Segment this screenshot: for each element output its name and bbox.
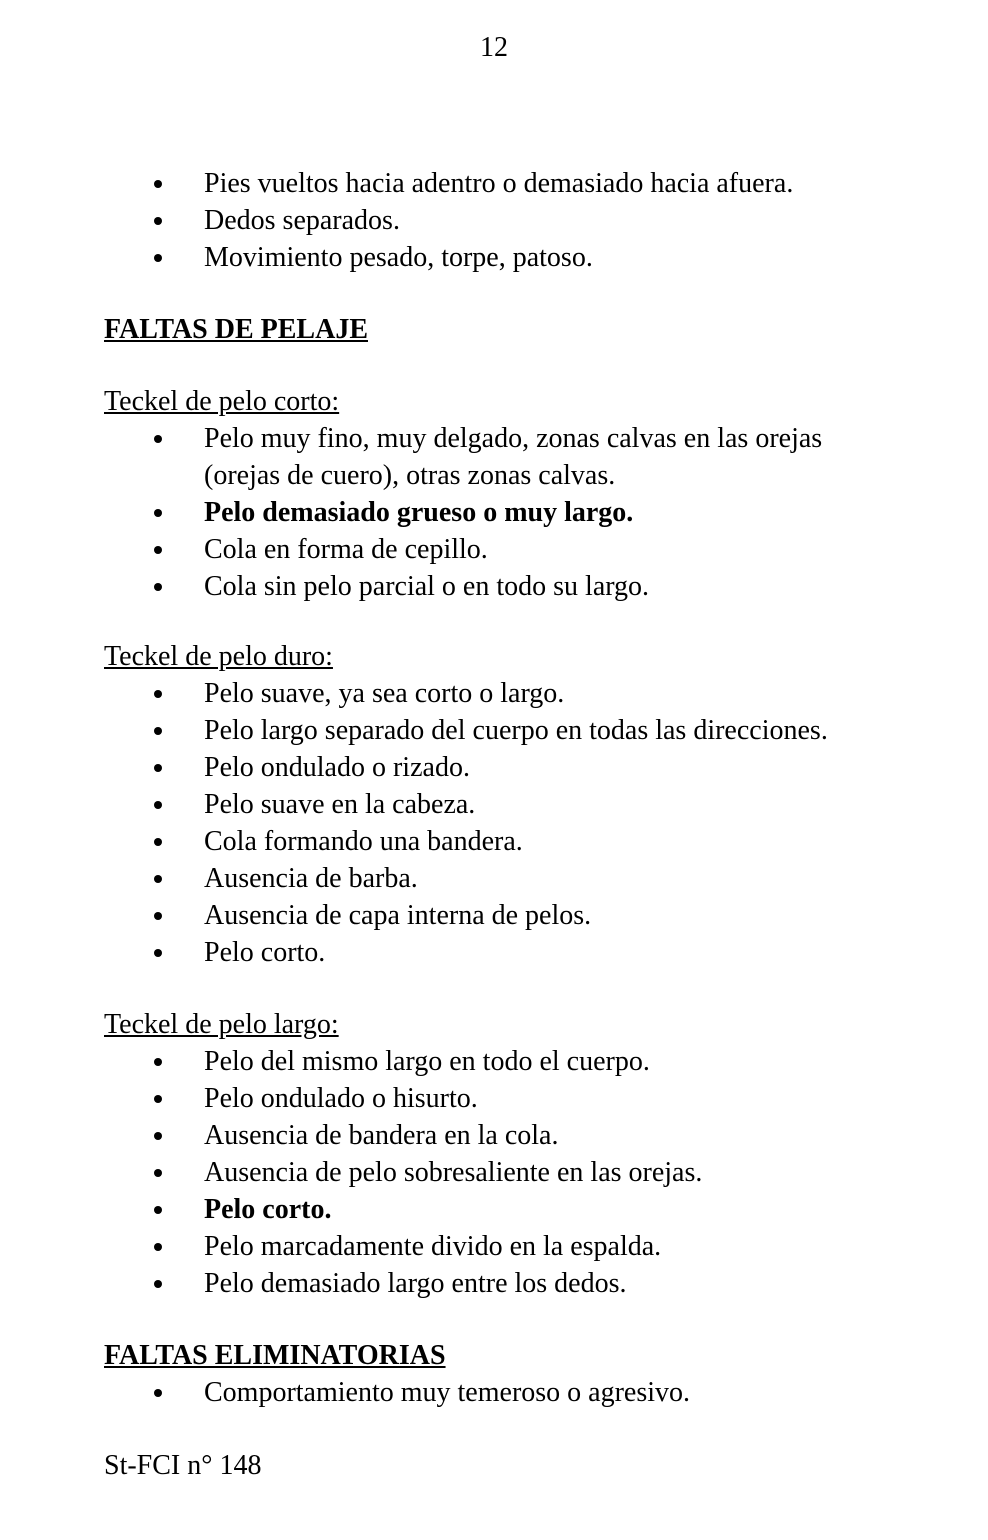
list-item — [104, 1043, 904, 1080]
list-item-text: Pelo suave en la cabeza. — [204, 789, 476, 820]
list-item-text: Comportamiento muy temeroso o agresivo. — [204, 1377, 691, 1408]
page-content — [104, 165, 904, 1411]
list-item — [104, 1265, 904, 1302]
bullet-icon — [154, 546, 162, 554]
bullet-icon — [154, 1206, 162, 1214]
list-item — [104, 823, 904, 860]
list-item — [104, 1154, 904, 1191]
list-item-text: Pies vueltos hacia adentro o demasiado hacia afuera. — [204, 168, 794, 199]
short-hair-list — [104, 420, 904, 605]
bullet-icon — [154, 1280, 162, 1288]
footer-standard-reference: St-FCI n° 148 — [104, 1450, 262, 1481]
list-item — [104, 786, 904, 823]
bullet-icon — [154, 583, 162, 591]
list-item-text: Ausencia de pelo sobresaliente en las orejas. — [204, 1157, 703, 1188]
intro-list — [104, 165, 904, 276]
list-item-text: Cola en forma de cepillo. — [204, 534, 488, 565]
section-heading-disqualifying-faults: FALTAS ELIMINATORIAS — [104, 1340, 446, 1371]
list-item — [104, 202, 904, 239]
bullet-icon — [154, 1243, 162, 1251]
bullet-icon — [154, 1389, 162, 1397]
wire-hair-list — [104, 675, 904, 971]
list-item — [104, 494, 904, 531]
list-item — [104, 1228, 904, 1265]
list-item-text: Movimiento pesado, torpe, patoso. — [204, 242, 593, 273]
bullet-icon — [154, 1095, 162, 1103]
list-item — [104, 934, 904, 971]
bullet-icon — [154, 180, 162, 188]
bullet-icon — [154, 1058, 162, 1066]
list-item-text: Pelo ondulado o rizado. — [204, 752, 470, 783]
list-item — [104, 531, 904, 568]
bullet-icon — [154, 690, 162, 698]
list-item — [104, 1191, 904, 1228]
bullet-icon — [154, 801, 162, 809]
list-item-text: Pelo ondulado o hisurto. — [204, 1083, 478, 1114]
list-item — [104, 749, 904, 786]
list-item — [104, 239, 904, 276]
list-item-text: Cola sin pelo parcial o en todo su largo. — [204, 571, 650, 602]
bullet-icon — [154, 217, 162, 225]
list-item-text: Pelo marcadamente divido en la espalda. — [204, 1231, 662, 1262]
bullet-icon — [154, 727, 162, 735]
bullet-icon — [154, 509, 162, 517]
list-item — [104, 1117, 904, 1154]
subheading-short-hair: Teckel de pelo corto: — [104, 386, 340, 417]
list-item-text: Pelo corto. — [204, 937, 326, 968]
bullet-icon — [154, 1169, 162, 1177]
list-item — [104, 568, 904, 605]
list-item-text: Cola formando una bandera. — [204, 826, 523, 857]
list-item — [104, 1374, 904, 1411]
list-item — [104, 420, 904, 494]
bullet-icon — [154, 949, 162, 957]
list-item-text: Ausencia de capa interna de pelos. — [204, 900, 592, 931]
bullet-icon — [154, 838, 162, 846]
list-item-text: Pelo corto. — [204, 1194, 332, 1225]
list-item-text: Pelo suave, ya sea corto o largo. — [204, 678, 565, 709]
list-item-text: Pelo largo separado del cuerpo en todas las direcciones. — [204, 715, 828, 746]
bullet-icon — [154, 912, 162, 920]
list-item-text: Pelo del mismo largo en todo el cuerpo. — [204, 1046, 650, 1077]
list-item-text: Pelo demasiado largo entre los dedos. — [204, 1268, 627, 1299]
list-item — [104, 897, 904, 934]
list-item — [104, 1080, 904, 1117]
list-item-text: Ausencia de bandera en la cola. — [204, 1120, 559, 1151]
subheading-long-hair: Teckel de pelo largo: — [104, 1009, 339, 1040]
list-item — [104, 675, 904, 712]
list-item — [104, 860, 904, 897]
list-item — [104, 712, 904, 749]
long-hair-list — [104, 1043, 904, 1302]
list-item-text: Pelo muy fino, muy delgado, zonas calvas en las orejas (orejas de cuero), otras zonas calvas. — [204, 423, 823, 491]
list-item-text: Pelo demasiado grueso o muy largo. — [204, 497, 634, 528]
bullet-icon — [154, 1132, 162, 1140]
disqualifying-list — [104, 1374, 904, 1411]
subheading-wire-hair: Teckel de pelo duro: — [104, 641, 333, 672]
bullet-icon — [154, 875, 162, 883]
list-item — [104, 165, 904, 202]
bullet-icon — [154, 764, 162, 772]
bullet-icon — [154, 435, 162, 443]
bullet-icon — [154, 254, 162, 262]
list-item-text: Ausencia de barba. — [204, 863, 418, 894]
page-number: 12 — [480, 32, 508, 63]
section-heading-coat-faults: FALTAS DE PELAJE — [104, 314, 368, 345]
list-item-text: Dedos separados. — [204, 205, 400, 236]
